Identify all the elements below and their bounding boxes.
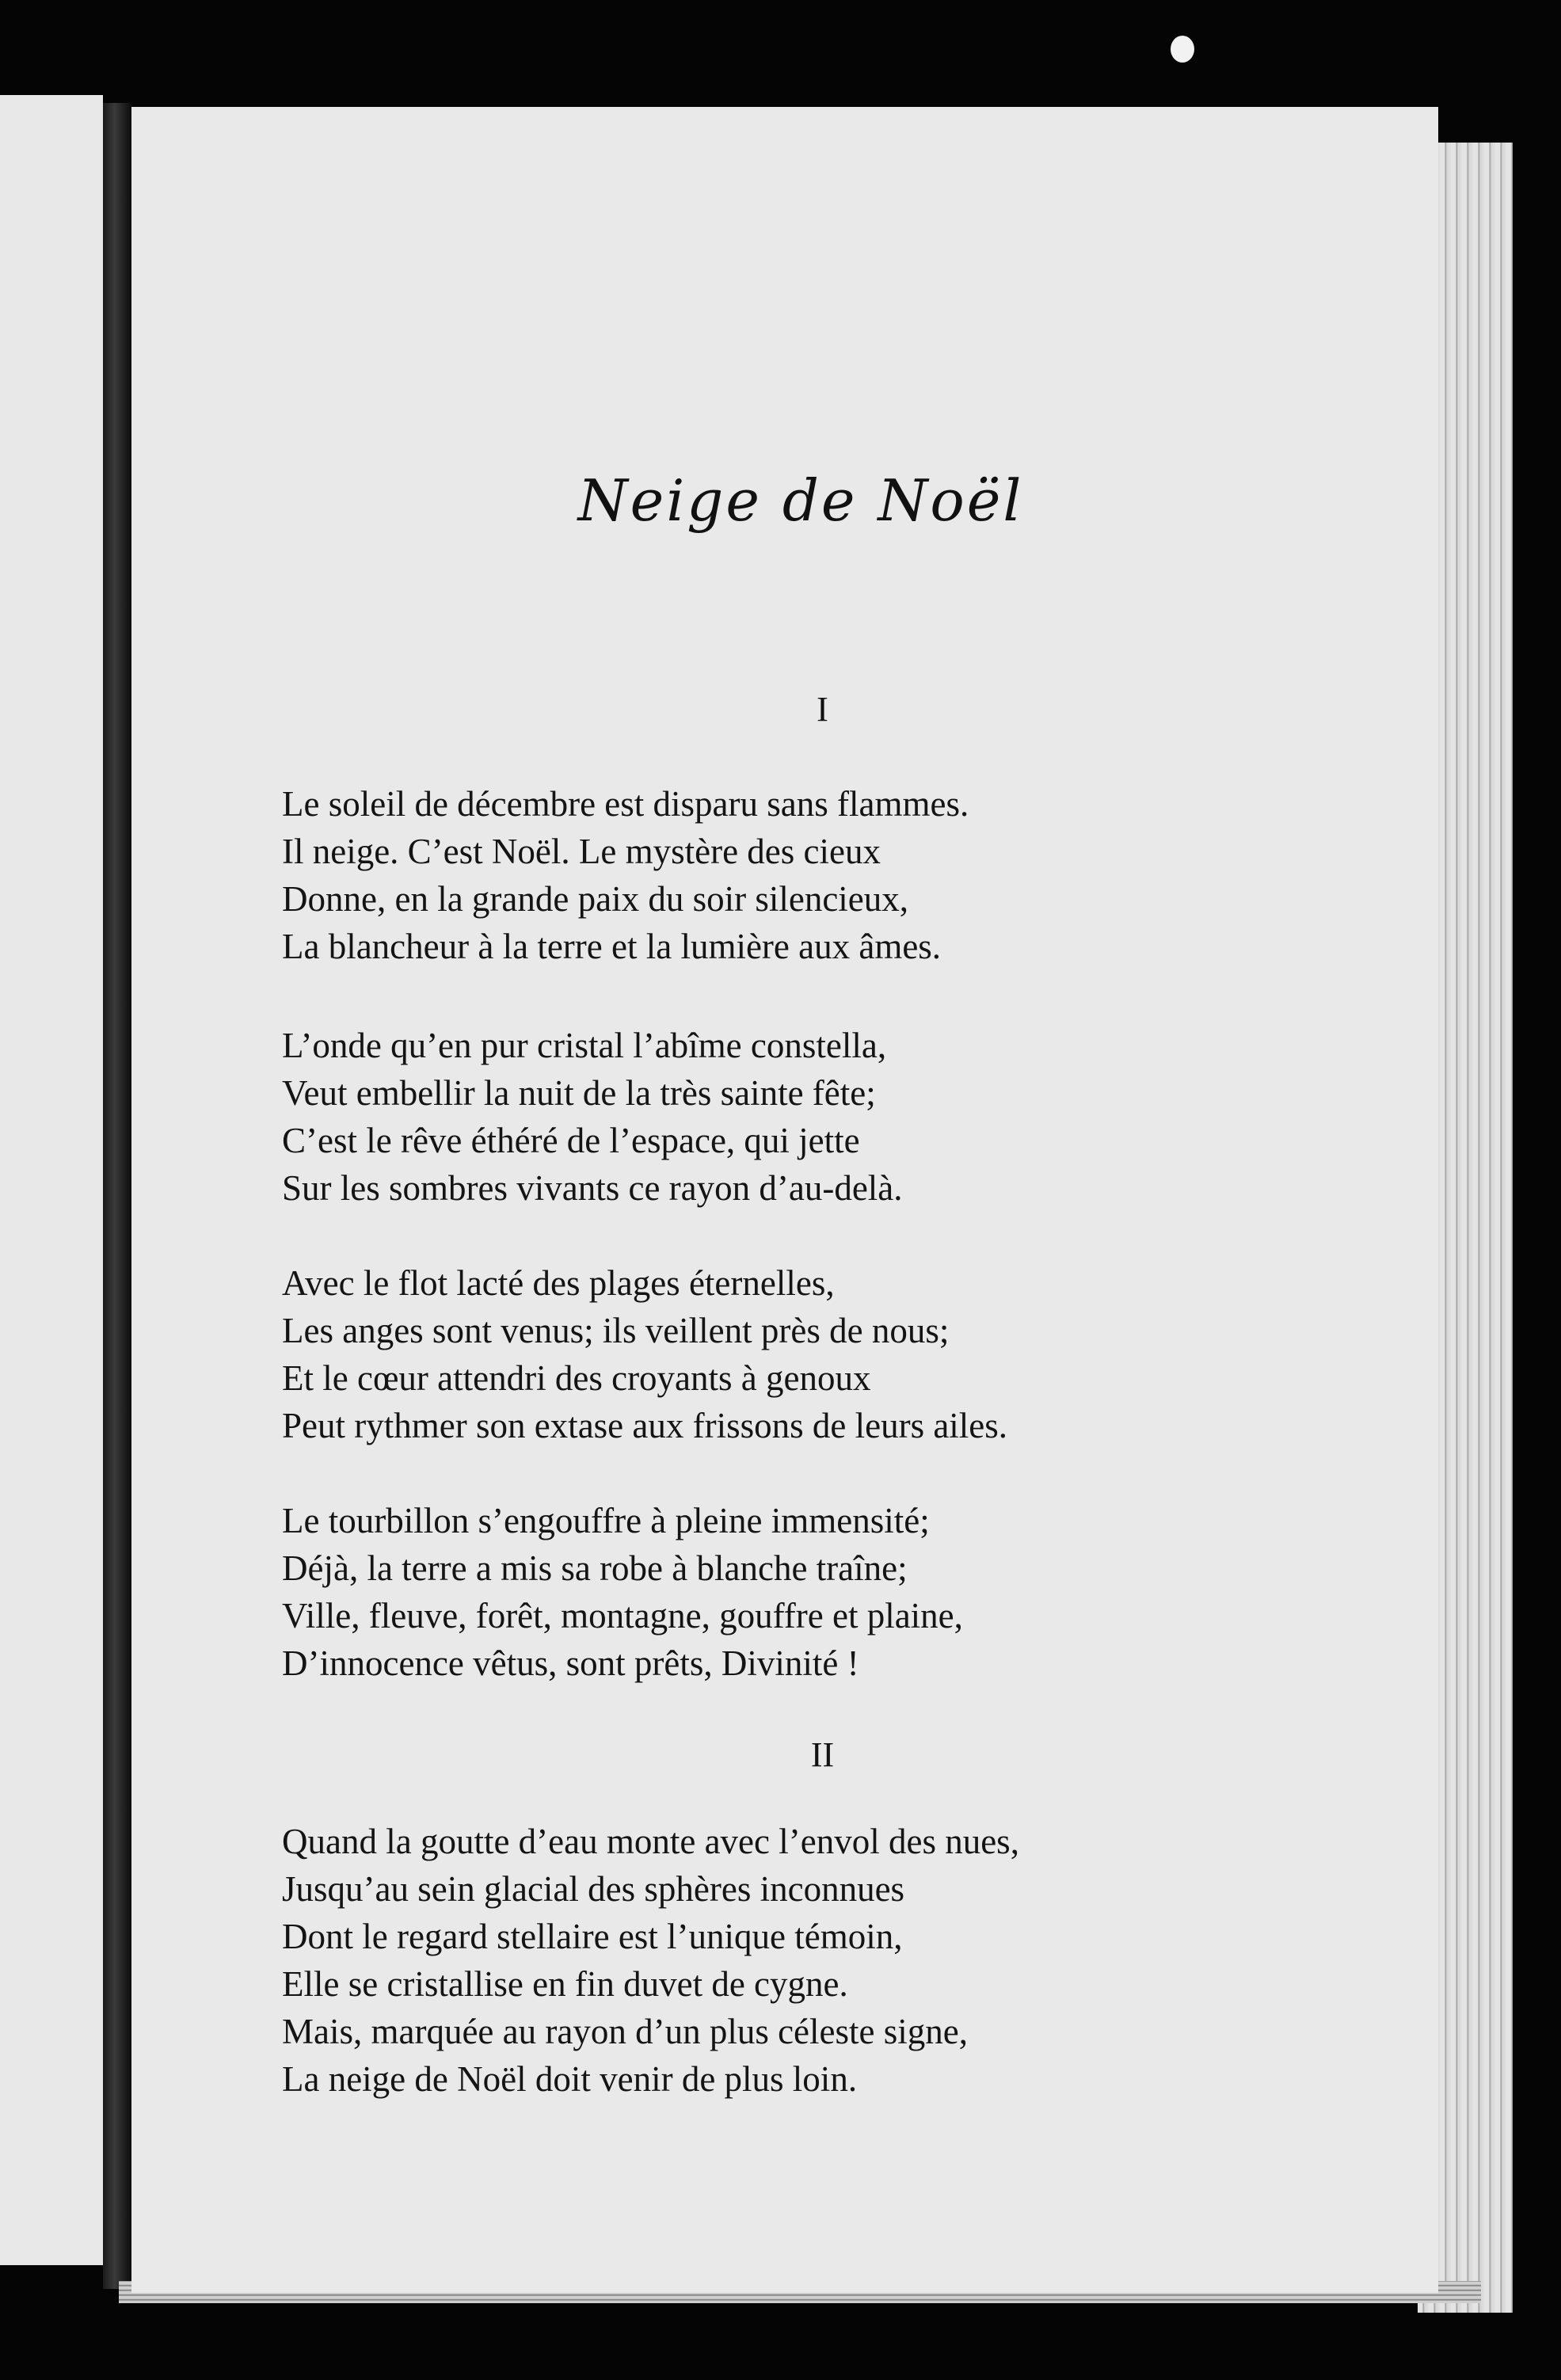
verse-line: C’est le rêve éthéré de l’espace, qui jette bbox=[282, 1121, 860, 1160]
stanza-1 bbox=[282, 780, 969, 970]
verse-line: Veut embellir la nuit de la très sainte fête; bbox=[282, 1073, 876, 1113]
verse-line: Quand la goutte d’eau monte avec l’envol des nues, bbox=[282, 1822, 1019, 1861]
verse-line: Elle se cristallise en fin duvet de cygne. bbox=[282, 1964, 848, 2004]
stanza-3 bbox=[282, 1259, 1007, 1449]
verse-line: La neige de Noël doit venir de plus loin. bbox=[282, 2059, 858, 2099]
book-gutter bbox=[103, 103, 131, 2289]
verse-line: Et le cœur attendri des croyants à genoux bbox=[282, 1358, 871, 1398]
verse-line: Avec le flot lacté des plages éternelles, bbox=[282, 1263, 835, 1303]
verse-line: La blancheur à la terre et la lumière aux âmes. bbox=[282, 927, 942, 966]
verse-line: Les anges sont venus; ils veillent près de nous; bbox=[282, 1311, 950, 1350]
stanza-2 bbox=[282, 1022, 903, 1212]
verse-line: Mais, marquée au rayon d’un plus céleste signe, bbox=[282, 2012, 968, 2051]
stanza-5 bbox=[282, 1818, 1019, 2103]
stanza-4 bbox=[282, 1497, 963, 1687]
book-page bbox=[131, 107, 1438, 2293]
verse-line: Jusqu’au sein glacial des sphères inconnues bbox=[282, 1869, 905, 1909]
scan-speck bbox=[1171, 36, 1194, 63]
verse-line: Dont le regard stellaire est l’unique témoin, bbox=[282, 1917, 903, 1956]
verse-line: Donne, en la grande paix du soir silencieux, bbox=[282, 879, 909, 919]
verse-line: Déjà, la terre a mis sa robe à blanche traîne; bbox=[282, 1548, 908, 1588]
verse-line: Ville, fleuve, forêt, montagne, gouffre et plaine, bbox=[282, 1596, 963, 1636]
verse-line: Il neige. C’est Noël. Le mystère des cieux bbox=[282, 832, 881, 871]
verse-line: L’onde qu’en pur cristal l’abîme constella, bbox=[282, 1026, 887, 1065]
section-numeral-two: II bbox=[810, 1735, 835, 1774]
left-facing-page bbox=[0, 95, 103, 2265]
verse-line: Le tourbillon s’engouffre à pleine immensité; bbox=[282, 1501, 930, 1540]
verse-line: Sur les sombres vivants ce rayon d’au-delà. bbox=[282, 1168, 903, 1208]
section-numeral-one: I bbox=[817, 690, 828, 729]
verse-line: Peut rythmer son extase aux frissons de leurs ailes. bbox=[282, 1406, 1008, 1445]
verse-line: Le soleil de décembre est disparu sans flammes. bbox=[282, 784, 969, 824]
verse-line: D’innocence vêtus, sont prêts, Divinité ! bbox=[282, 1643, 859, 1683]
poem-title: Neige de Noël bbox=[577, 467, 1024, 534]
